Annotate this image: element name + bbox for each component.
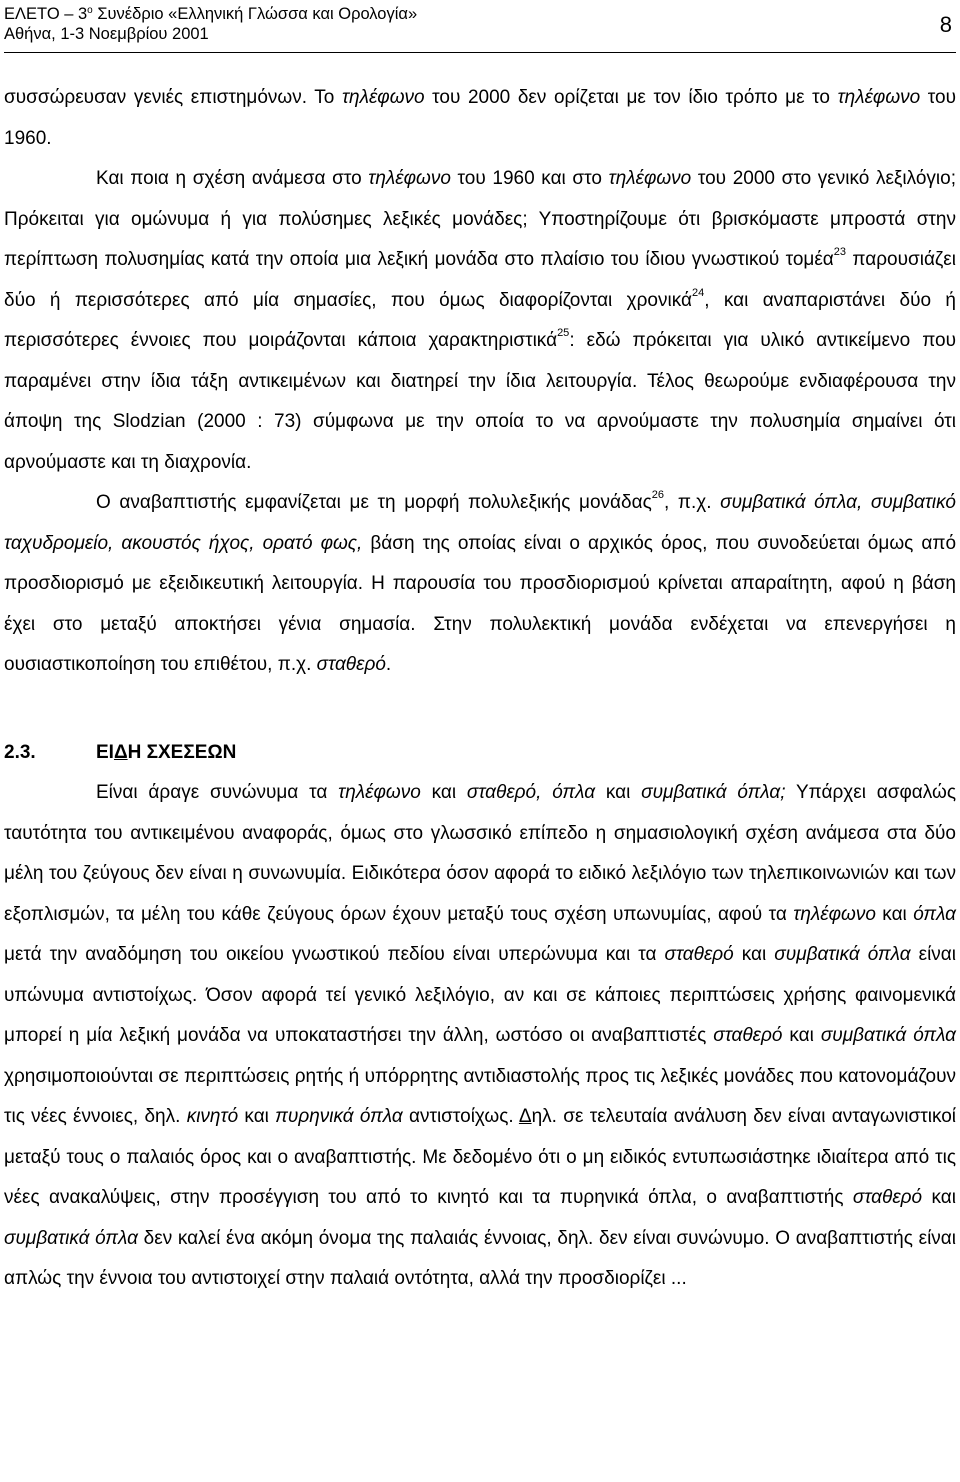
section-title: ΕΙ xyxy=(96,741,114,763)
section-number: 2.3. xyxy=(4,741,36,763)
paragraph-3: Ο αναβαπτιστής εμφανίζεται με τη μορφή πολυλεξικής μονάδας$^{26}$, π.χ. συμβατικά όπλα, συμβατικό ταχυδρομείο, ακουστός ήχος, ορατό φως, βάση της οποίας είναι ο αρχικός όρος, που συνοδεύεται όμως από προσδιορισμό με εξειδικευτική λειτουργία. Η παρουσία του προσδιορισμού κρίνεται απαραίτητη, αφού η βάση έχει στο μεταξύ αποκτήσει γένια σημασία. Στην πολυλεκτική μονάδα ενδέχεται να επενεργήσει η ουσιαστικοποίηση του επιθέτου, π.χ. σταθερό. xyxy=(4,489,957,675)
footnote-ref-26: 26 xyxy=(651,489,664,501)
ordinal-superscript: ο xyxy=(87,5,93,16)
paragraph-4: Είναι άραγε συνώνυμα τα τηλέφωνο και σταθερό, όπλα και συμβατικά όπλα; Υπάρχει ασφαλώς ταυτότητα του αντικειμένου αναφοράς, όμως στο γλωσσικό επίπεδο η σημασιολογική σχέση ανάμεσα στα δύο μέλη του ζεύγους δεν είναι η συνωνυμία. Ειδικότερα όσον αφορά το ειδικό λεξιλόγιο των τηλεπικοινωνιών και των εξοπλισμών, τα μέλη του κάθε ζεύγους όρων έχουν μεταξύ τους σχέση υπωνυμίας, αφού τα τηλέφωνο και όπλα μετά την αναδόμηση του οικείου γνωστικού πεδίου είναι υπερώνυμα και τα σταθερό και συμβατικά όπλα είναι υπώνυμα αντιστοίχως. Όσον αφορά τεί γενικό λεξιλόγιο, αν και σε κάποιες περιπτώσεις χρήσης φαινομενικά μπορεί η μία λεξική μονάδα να υποκαταστήσει την άλλη, ωστόσο οι αναβαπτιστές σταθερό και συμβατικά όπλα χρησιμοποιούνται σε περιπτώσεις ρητής ή υπόρρητης αντιδιαστολής προς τις λεξικές μονάδες που κατονομάζουν τις νέες έννοιες, δηλ. κινητό και πυρηνικά όπλα αντιστοίχως. Δηλ. σε τελευταία ανάλυση δεν είναι ανταγωνιστικοί μεταξύ τους ο παλαιός όρος και ο αναβαπτιστής. Με δεδομένο ότι ο μη ειδικός εντυπωσιάστηκε ιδιαίτερα από τις νέες ανακαλύψεις, στην προσέγγιση του από το κινητό και τα πυρηνικά όπλα, ο αναβαπτιστής σταθερό και συμβατικά όπλα δεν καλεί ένα ακόμη όνομα της παλαιάς έννοιας, δηλ. δεν είναι συνώνυμο. Ο αναβαπτιστής είναι απλώς την έννοια του αντιστοιχεί στην παλαιά οντότητα, αλλά την προσδιορίζει ... xyxy=(4,782,956,1289)
paragraph-1: συσσώρευσαν γενιές επιστημόνων. Το τηλέφωνο του 2000 δεν ορίζεται με τον ίδιο τρόπο με το τηλέφωνο του 1960. xyxy=(4,87,956,149)
section-title-underlined-letter: Δ xyxy=(113,741,128,763)
page-number: 8 xyxy=(939,12,952,37)
conference-title xyxy=(4,4,956,24)
page-header xyxy=(4,4,956,53)
document-body xyxy=(4,78,956,1300)
conference-title-text: ΕΛΕΤΟ – 3 xyxy=(4,5,88,23)
conference-date: Αθήνα, 1-3 Νοεμβρίου 2001 xyxy=(4,25,209,43)
footnote-ref-23: 23 xyxy=(833,246,847,258)
footnote-ref-25: 25 xyxy=(557,327,570,339)
paragraph-2: Και ποια η σχέση ανάμεσα στο τηλέφωνο του 1960 και στο τηλέφωνο του 2000 στο γενικό λεξιλόγιο; Πρόκειται για ομώνυμα ή για πολύσημες λεξικές μονάδες; Υποστηρίζουμε ότι βρισκόμαστε μπροστά στην περίπτωση πολυσημίας κατά την οποία μια λεξική μονάδα στο πλαίσιο του ίδιου γνωστικού τομέα$^{23}$ παρουσιάζει δύο ή περισσότερες από μία σημασίες, που όμως διαφορίζονται χρονικά$^{24}$, και αναπαριστάνει δύο ή περισσότερες έννοιες που μοιράζονται κάποια χαρακτηριστικά$^{25}$: εδώ πρόκειται για υλικό αντικείμενο που παραμένει στην ίδια τάξη αντικειμένων και διατηρεί την ίδια λειτουργία. Τέλος θεωρούμε ενδιαφέρουσα την άποψη της Slodzian (2000 : 73) σύμφωνα με την οποία το να αρνούμαστε την πολυσημία σημαίνει ότι αρνούμαστε και τη διαχρονία. xyxy=(4,168,957,473)
conference-title-text-rest: Συνέδριο «Ελληνική Γλώσσα και Ορολογία» xyxy=(92,5,418,23)
section-heading xyxy=(4,733,956,774)
footnote-ref-24: 24 xyxy=(691,286,705,299)
section-title-rest: Η ΣΧΕΣΕΩΝ xyxy=(127,741,237,763)
